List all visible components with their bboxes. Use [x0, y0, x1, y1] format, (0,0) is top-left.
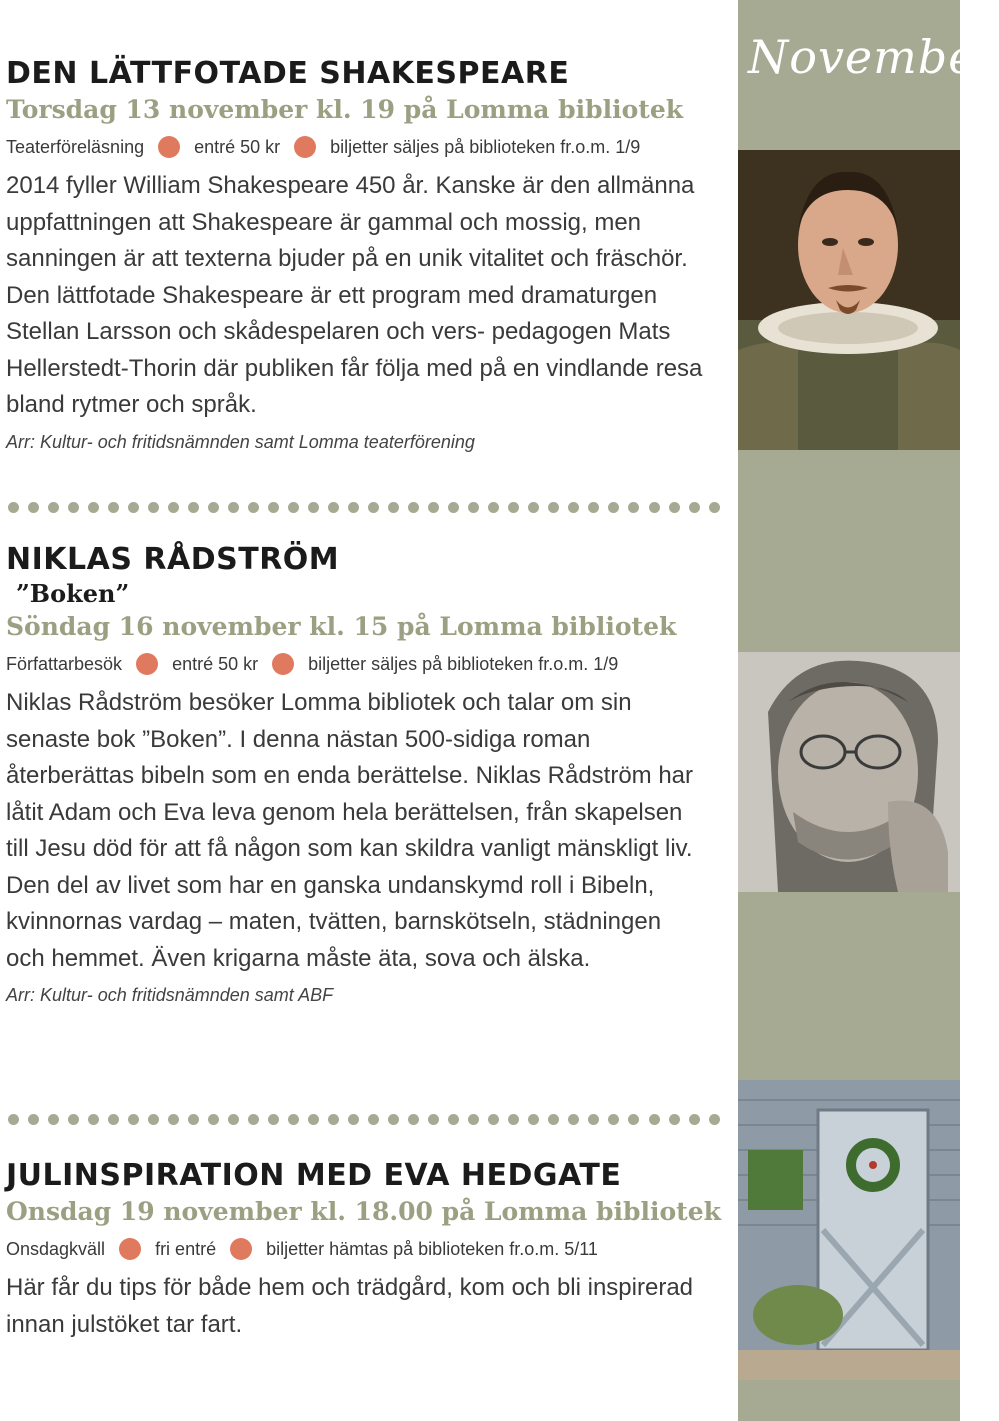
separator-dot-icon: [28, 502, 39, 513]
separator-dot-icon: [48, 1114, 59, 1125]
separator-dot-icon: [488, 502, 499, 513]
event-description: Här får du tips för både hem och trädgård, kom och bli inspirerad innan julstöket tar fart.: [6, 1274, 694, 1338]
separator-dot-icon: [468, 502, 479, 513]
christmas-door-photo: [738, 1080, 960, 1380]
separator-dot-icon: [28, 1114, 39, 1125]
dotted-separator: [8, 502, 720, 514]
event-date: Torsdag 13 november kl. 19 på Lomma bibliotek: [6, 95, 684, 124]
bullet-dot-icon: [294, 136, 316, 158]
separator-dot-icon: [8, 1114, 19, 1125]
separator-dot-icon: [148, 1114, 159, 1125]
separator-dot-icon: [268, 1114, 279, 1125]
separator-dot-icon: [388, 502, 399, 513]
separator-dot-icon: [348, 1114, 359, 1125]
separator-dot-icon: [588, 1114, 599, 1125]
separator-dot-icon: [128, 1114, 139, 1125]
event-organizer: Arr: Kultur- och fritidsnämnden samt ABF: [6, 985, 334, 1005]
separator-dot-icon: [689, 502, 700, 513]
event-meta: [6, 1238, 726, 1260]
event-price: fri entré: [155, 1238, 217, 1259]
separator-dot-icon: [328, 502, 339, 513]
event-date: Söndag 16 november kl. 15 på Lomma bibliotek: [6, 612, 677, 641]
separator-dot-icon: [68, 1114, 79, 1125]
separator-dot-icon: [669, 502, 680, 513]
separator-dot-icon: [328, 1114, 339, 1125]
separator-dot-icon: [88, 502, 99, 513]
separator-dot-icon: [228, 502, 239, 513]
separator-dot-icon: [168, 1114, 179, 1125]
separator-dot-icon: [649, 1114, 660, 1125]
separator-dot-icon: [649, 502, 660, 513]
separator-dot-icon: [428, 1114, 439, 1125]
event-price: entré 50 kr: [194, 136, 281, 157]
separator-dot-icon: [588, 502, 599, 513]
separator-dot-icon: [468, 1114, 479, 1125]
event-radstrom: [6, 542, 726, 1006]
event-julinspiration: [6, 1158, 726, 1343]
event-title: DEN LÄTTFOTADE SHAKESPEARE: [6, 56, 570, 91]
event-tickets: biljetter hämtas på biblioteken fr.o.m. 5/11: [266, 1238, 598, 1259]
bullet-dot-icon: [272, 653, 294, 675]
separator-dot-icon: [488, 1114, 499, 1125]
event-description: Niklas Rådström besöker Lomma bibliotek och talar om sin senaste bok ”Boken”. I denna nästan 500-sidiga roman återberättas bibeln som en enda berättelse. Niklas Rådström har låtit Adam och Eva leva genom hela berättelsen, från skapelsen till Jesu död för att få någon som kan skildra vanligt mänskligt liv. Den del av livet som har en ganska undanskymd roll i Bibeln, kvinnornas vardag – maten, tvätten, barnskötseln, städningen och hemmet. Även krigarna måste äta, sova och älska.: [6, 689, 694, 972]
separator-dot-icon: [188, 1114, 199, 1125]
event-type: Författarbesök: [6, 653, 123, 674]
separator-dot-icon: [108, 1114, 119, 1125]
separator-dot-icon: [168, 502, 179, 513]
separator-dot-icon: [408, 1114, 419, 1125]
separator-dot-icon: [508, 1114, 519, 1125]
dotted-separator: [8, 1114, 720, 1126]
separator-dot-icon: [628, 502, 639, 513]
separator-dot-icon: [208, 1114, 219, 1125]
month-heading: November: [748, 30, 999, 84]
separator-dot-icon: [548, 1114, 559, 1125]
separator-dot-icon: [108, 502, 119, 513]
separator-dot-icon: [528, 502, 539, 513]
separator-dot-icon: [248, 1114, 259, 1125]
separator-dot-icon: [308, 1114, 319, 1125]
separator-dot-icon: [448, 1114, 459, 1125]
separator-dot-icon: [128, 502, 139, 513]
separator-dot-icon: [268, 502, 279, 513]
separator-dot-icon: [68, 502, 79, 513]
separator-dot-icon: [48, 502, 59, 513]
event-organizer: Arr: Kultur- och fritidsnämnden samt Lomma teaterförening: [6, 431, 475, 452]
event-meta: [6, 136, 726, 158]
separator-dot-icon: [528, 1114, 539, 1125]
separator-dot-icon: [368, 1114, 379, 1125]
event-meta: [6, 653, 726, 675]
separator-dot-icon: [709, 1114, 720, 1125]
event-tickets: biljetter säljes på biblioteken fr.o.m. 1/9: [308, 653, 619, 674]
separator-dot-icon: [709, 502, 720, 513]
separator-dot-icon: [568, 502, 579, 513]
separator-dot-icon: [548, 502, 559, 513]
event-subtitle: ”Boken”: [16, 579, 130, 608]
event-title: NIKLAS RÅDSTRÖM: [6, 542, 340, 577]
event-price: entré 50 kr: [172, 653, 259, 674]
separator-dot-icon: [568, 1114, 579, 1125]
separator-dot-icon: [368, 502, 379, 513]
separator-dot-icon: [388, 1114, 399, 1125]
shakespeare-portrait: [738, 150, 960, 450]
separator-dot-icon: [88, 1114, 99, 1125]
separator-dot-icon: [188, 502, 199, 513]
author-portrait: [738, 652, 960, 892]
separator-dot-icon: [348, 502, 359, 513]
separator-dot-icon: [608, 502, 619, 513]
event-type: Teaterföreläsning: [6, 136, 145, 157]
event-shakespeare: [6, 56, 726, 453]
separator-dot-icon: [628, 1114, 639, 1125]
separator-dot-icon: [408, 502, 419, 513]
separator-dot-icon: [288, 502, 299, 513]
separator-dot-icon: [508, 502, 519, 513]
event-date: Onsdag 19 november kl. 18.00 på Lomma bibliotek: [6, 1197, 721, 1226]
separator-dot-icon: [428, 502, 439, 513]
separator-dot-icon: [669, 1114, 680, 1125]
bullet-dot-icon: [158, 136, 180, 158]
separator-dot-icon: [288, 1114, 299, 1125]
event-type: Onsdagkväll: [6, 1238, 106, 1259]
bullet-dot-icon: [119, 1238, 141, 1260]
bullet-dot-icon: [136, 653, 158, 675]
separator-dot-icon: [228, 1114, 239, 1125]
event-tickets: biljetter säljes på biblioteken fr.o.m. 1/9: [330, 136, 641, 157]
separator-dot-icon: [208, 502, 219, 513]
bullet-dot-icon: [230, 1238, 252, 1260]
separator-dot-icon: [448, 502, 459, 513]
separator-dot-icon: [689, 1114, 700, 1125]
event-title: JULINSPIRATION MED EVA HEDGATE: [6, 1158, 622, 1193]
separator-dot-icon: [148, 502, 159, 513]
separator-dot-icon: [248, 502, 259, 513]
event-description: 2014 fyller William Shakespeare 450 år. Kanske är den allmänna uppfattningen att Shakespeare är gammal och mossig, men sanningen är att texterna bjuder på en unik vitalitet och fräschör. Den lättfotade Shakespeare är ett program med dramaturgen Stellan Larsson och skådespelaren och vers- pedagogen Mats Hellerstedt-Thorin där publiken får följa med på en vindlande resa bland rytmer och språk.: [6, 172, 703, 418]
separator-dot-icon: [608, 1114, 619, 1125]
separator-dot-icon: [8, 502, 19, 513]
separator-dot-icon: [308, 502, 319, 513]
